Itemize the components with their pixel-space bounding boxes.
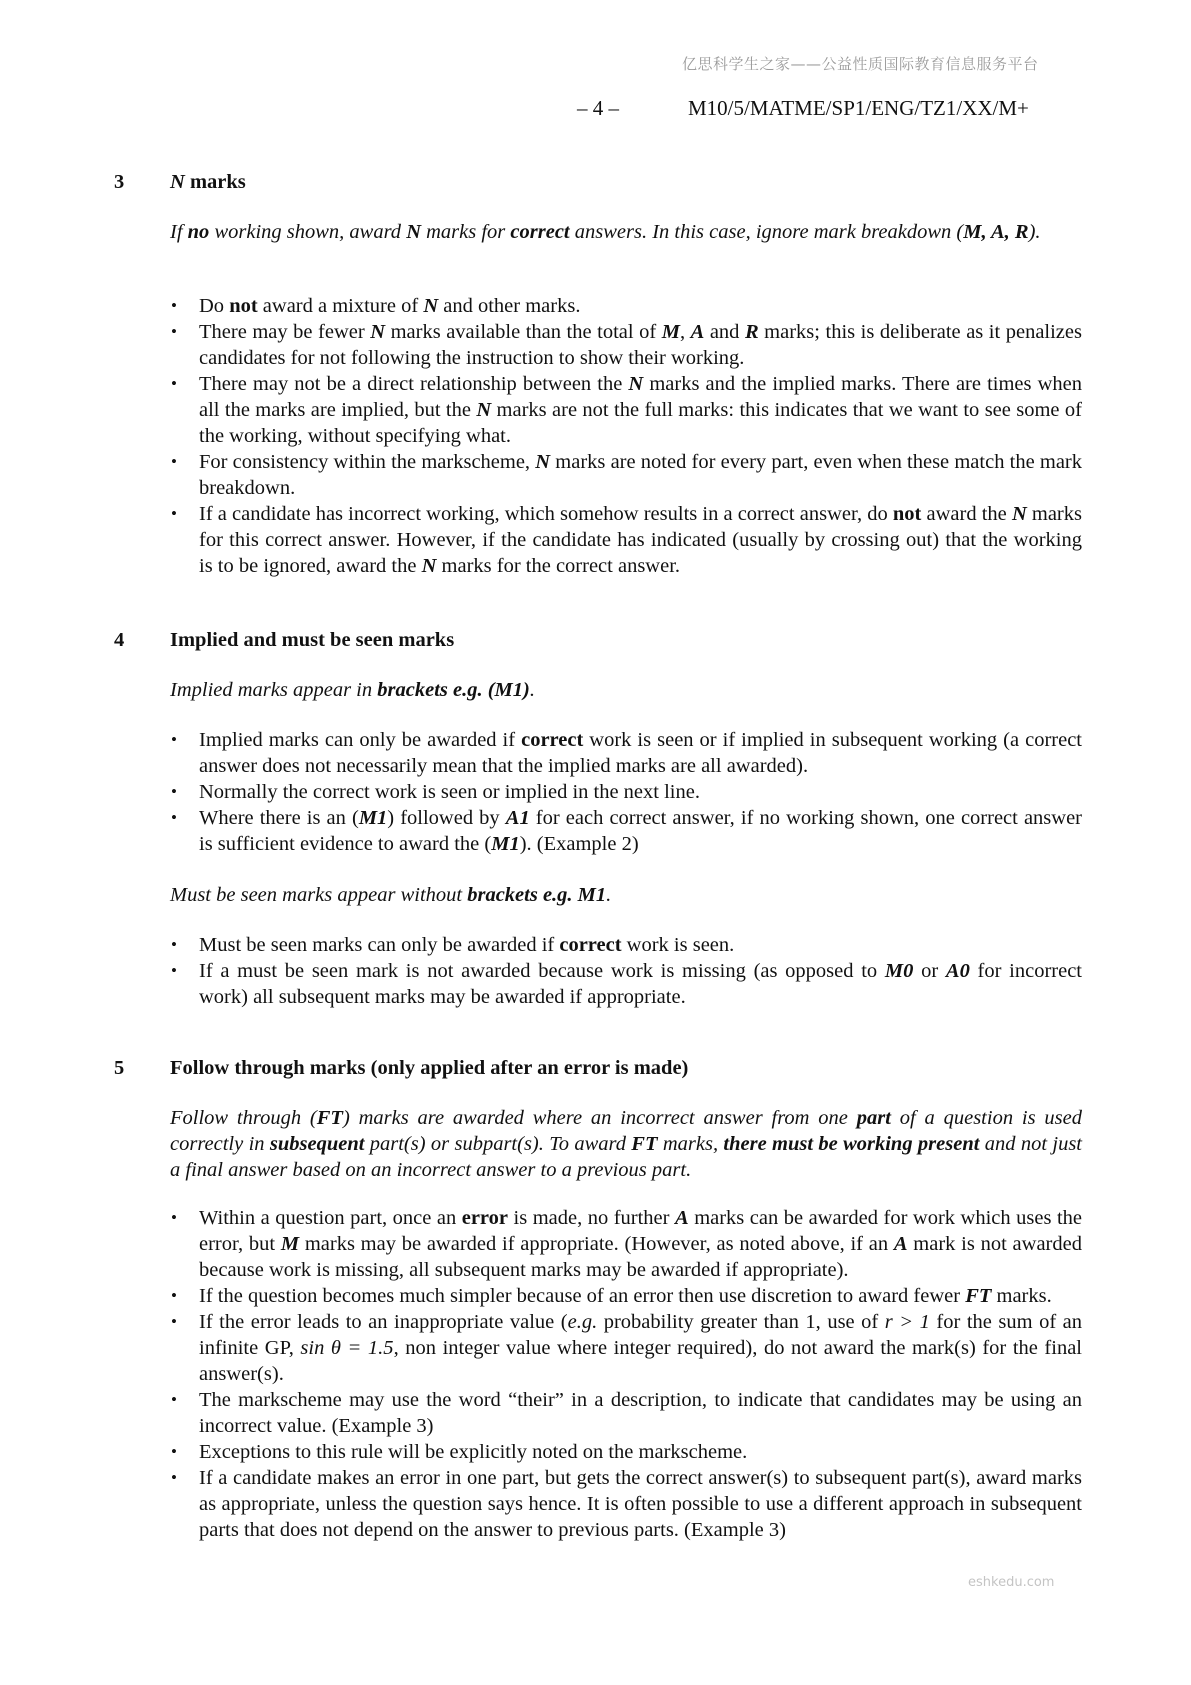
list-item: • If a must be seen mark is not awarded because work is missing (as opposed to M0 or A0 for incorrect work) all subsequent marks may be awarded if appropriate. <box>170 958 1082 1010</box>
bullet-list <box>170 1205 1082 1543</box>
paper-code: M10/5/MATME/SP1/ENG/TZ1/XX/M+ <box>688 96 1029 120</box>
section-title: Follow through marks (only applied after an error is made) <box>170 1057 689 1079</box>
list-item: • There may not be a direct relationship between the N marks and the implied marks. There are times when all the marks are implied, but the N marks are not the full marks: this indicates that we want to see some of the working, without specifying what. <box>170 371 1082 449</box>
list-item: • For consistency within the markscheme, N marks are noted for every part, even when these match the mark breakdown. <box>170 449 1082 501</box>
list-item: • If a candidate has incorrect working, which somehow results in a correct answer, do not award the N marks for this correct answer. However, if the candidate has indicated (usually by crossing out) that the working is to be ignored, award the N marks for the correct answer. <box>170 501 1082 579</box>
page-number: – 4 – <box>577 96 619 120</box>
list-item: • If a candidate makes an error in one part, but gets the correct answer(s) to subsequent part(s), award marks as appropriate, unless the question says hence. It is often possible to use a different approach in subsequent parts that does not depend on the answer to previous parts. (Example 3) <box>170 1465 1082 1543</box>
list-item: • There may be fewer N marks available than the total of M, A and R marks; this is deliberate as it penalizes candidates for not following the instruction to show their working. <box>170 319 1082 371</box>
list-item: • Where there is an (M1) followed by A1 for each correct answer, if no working shown, one correct answer is sufficient evidence to award the (M1). (Example 2) <box>170 805 1082 857</box>
section-intro: Follow through (FT) marks are awarded where an incorrect answer from one part of a question is used correctly in subsequent part(s) or subpart(s). To award FT marks, there must be working present and not just a final answer based on an incorrect answer to a previous part. <box>170 1107 1082 1181</box>
bullet-list <box>170 932 1082 1010</box>
watermark-header: 亿思科学生之家——公益性质国际教育信息服务平台 <box>682 55 1039 73</box>
list-item: • Do not award a mixture of N and other marks. <box>170 293 1082 319</box>
list-item: • Exceptions to this rule will be explicitly noted on the markscheme. <box>170 1439 1082 1465</box>
bullet-list <box>170 293 1082 579</box>
section-number: 5 <box>114 1057 125 1079</box>
section-number: 3 <box>114 171 125 193</box>
list-item: • Implied marks can only be awarded if correct work is seen or if implied in subsequent working (a correct answer does not necessarily mean that the implied marks are all awarded). <box>170 727 1082 779</box>
list-item: • If the question becomes much simpler because of an error then use discretion to award fewer FT marks. <box>170 1283 1082 1309</box>
section-intro: Implied marks appear in brackets e.g. (M1). <box>170 679 535 701</box>
list-item: • If the error leads to an inappropriate value (e.g. probability greater than 1, use of r > 1 for the sum of an infinite GP, sin θ = 1.5, non integer value where integer required), do not award the mark(s) for the final answer(s). <box>170 1309 1082 1387</box>
list-item: • Normally the correct work is seen or implied in the next line. <box>170 779 1082 805</box>
list-item: • The markscheme may use the word “their” in a description, to indicate that candidates may be using an incorrect value. (Example 3) <box>170 1387 1082 1439</box>
section-title: N marks <box>170 171 246 193</box>
list-item: • Within a question part, once an error is made, no further A marks can be awarded for work which uses the error, but M marks may be awarded if appropriate. (However, as noted above, if an A mark is not awarded because work is missing, all subsequent marks may be awarded if appropriate). <box>170 1205 1082 1283</box>
list-item: • Must be seen marks can only be awarded if correct work is seen. <box>170 932 1082 958</box>
watermark-footer: eshkedu.com <box>968 1575 1055 1590</box>
bullet-list <box>170 727 1082 857</box>
section-title: Implied and must be seen marks <box>170 629 455 651</box>
section-number: 4 <box>114 629 125 651</box>
section-intro: Must be seen marks appear without brackets e.g. M1. <box>170 884 612 906</box>
section-intro: If no working shown, award N marks for correct answers. In this case, ignore mark breakdown (M, A, R). <box>170 221 1041 243</box>
